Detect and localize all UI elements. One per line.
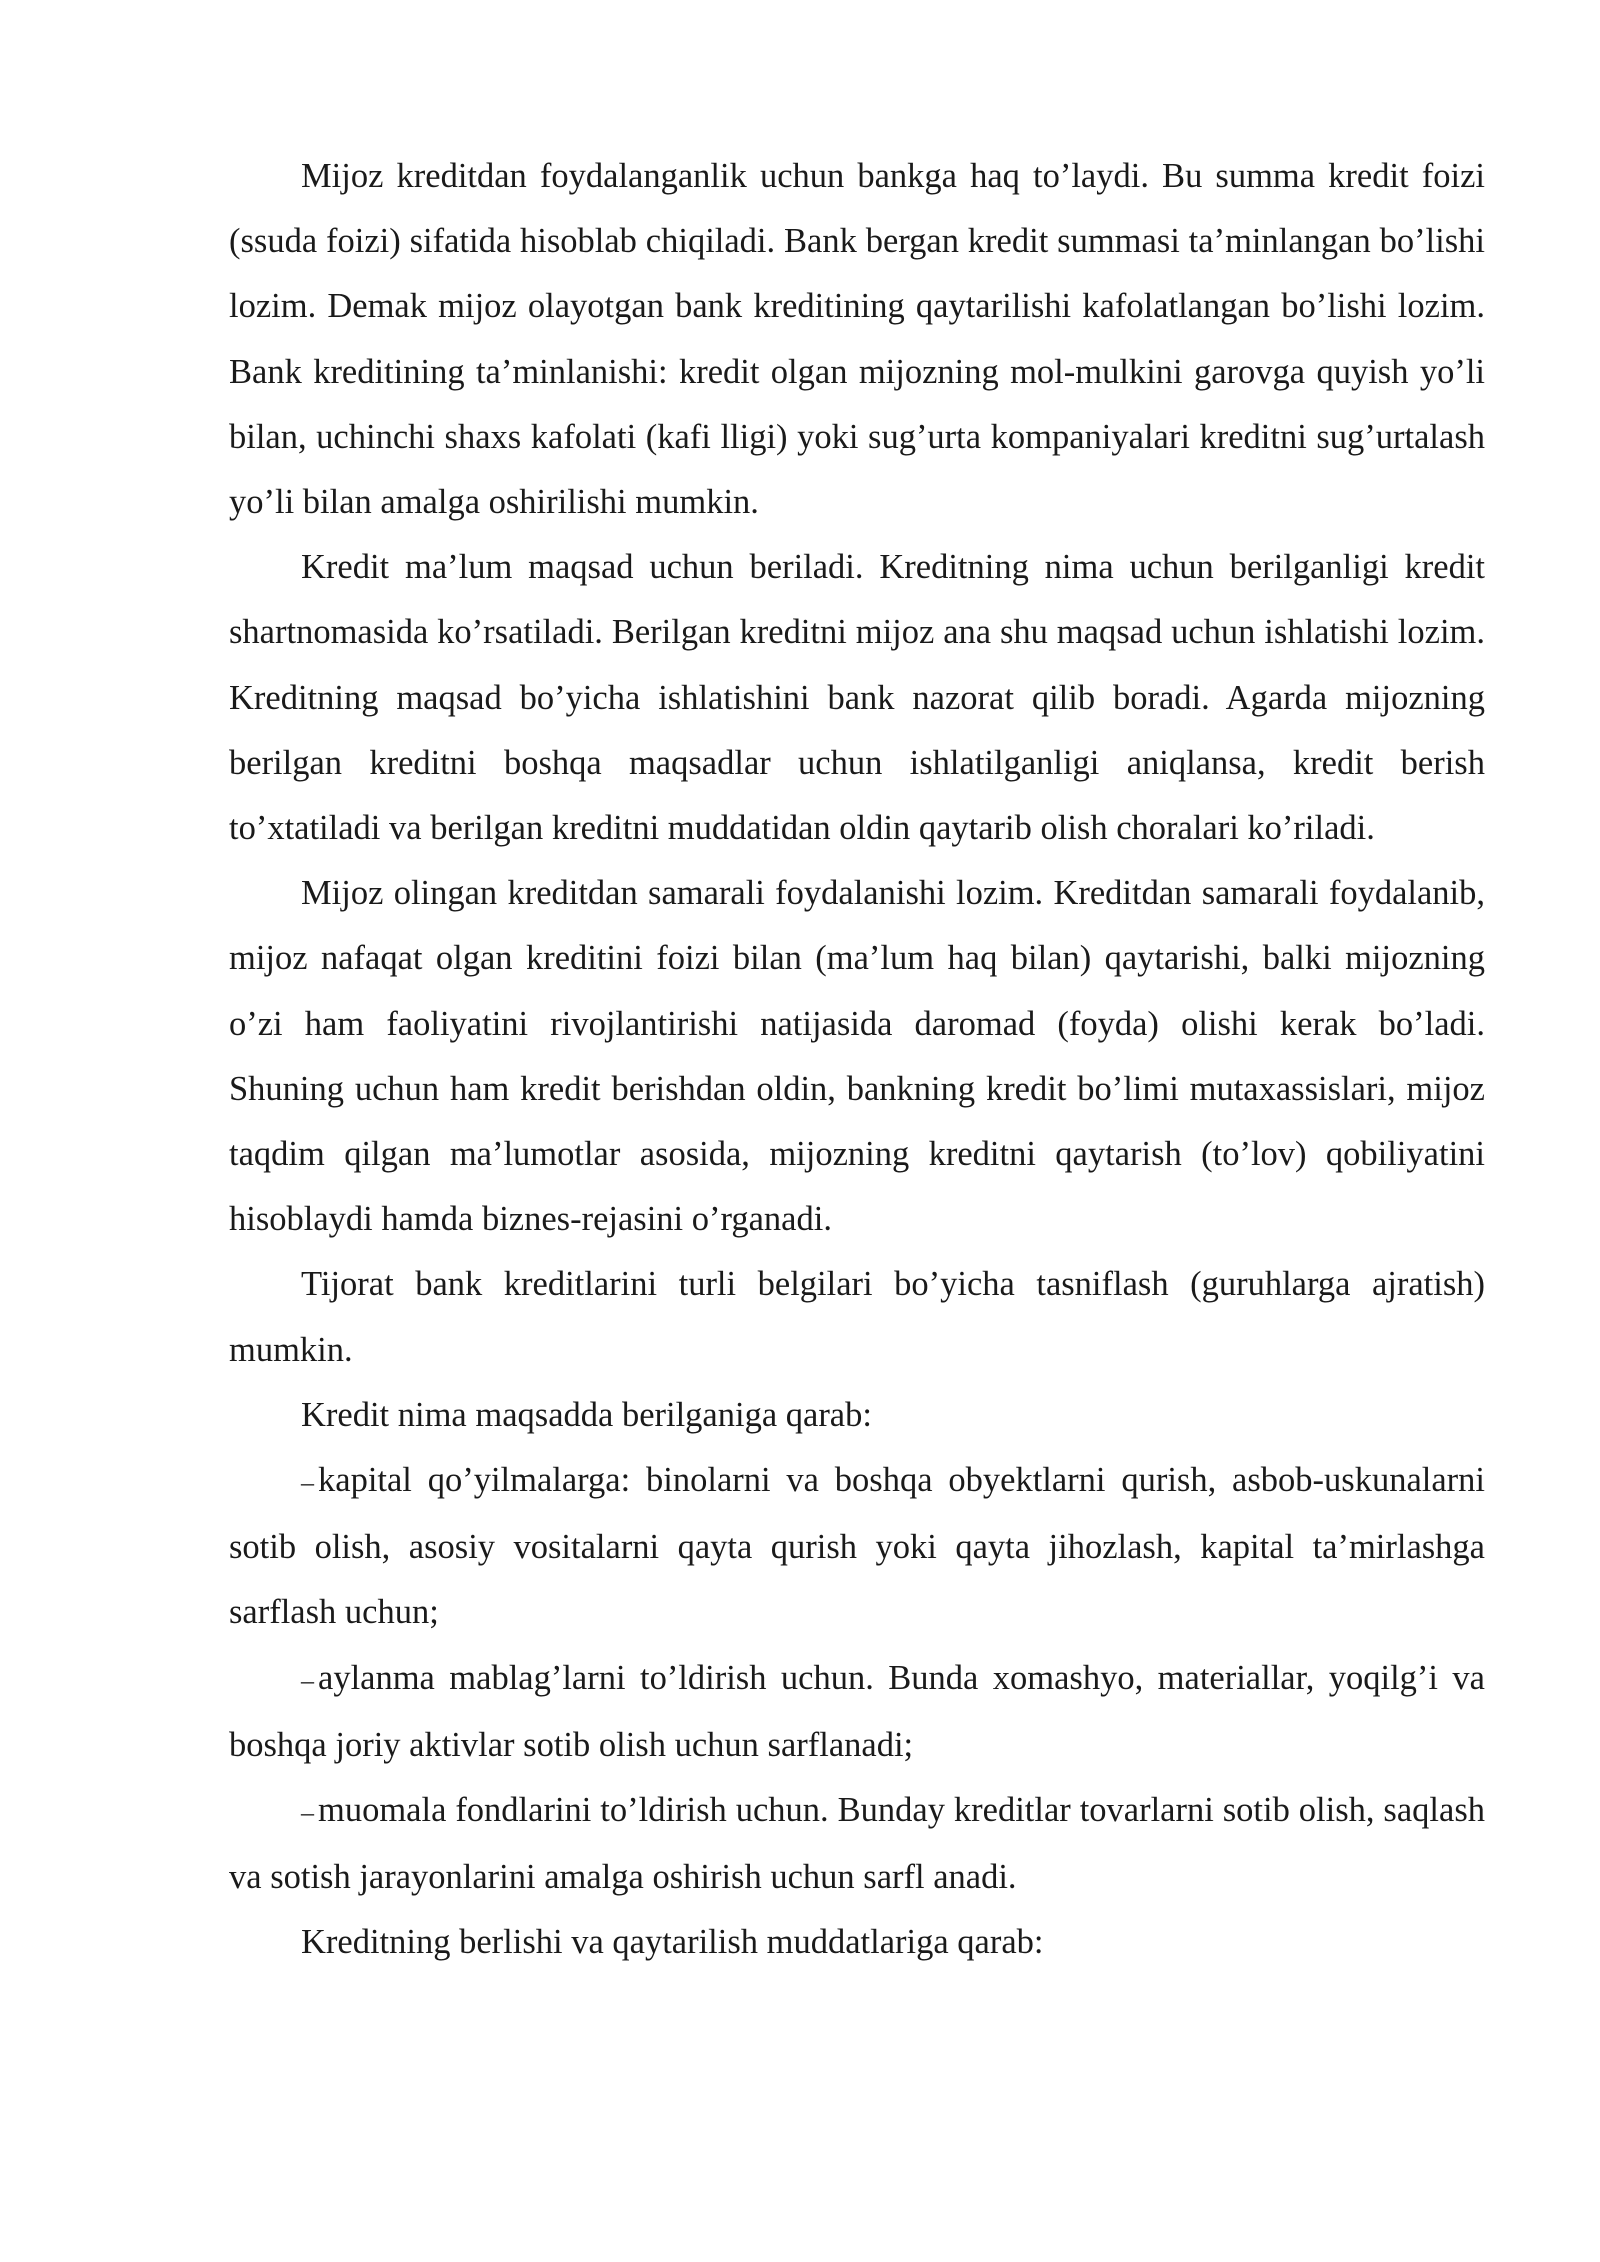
paragraph-purpose (229, 535, 1485, 861)
dash-marker: – (301, 1798, 314, 1828)
paragraph-efficiency (229, 861, 1485, 1252)
paragraph-text: Mijoz kreditdan foydalanganlik uchun bankga haq to’laydi. Bu summa kredit foizi (ssuda foizi) sifatida hisoblab chiqiladi. Bank bergan kredit summasi ta’minlangan bo’lishi lozim. Demak mijoz olayotgan bank kreditining qaytarilishi kafolatlangan bo’lishi lozim. Bank kreditining ta’minlanishi: kredit olgan mijozning mol-mulkini garovga quyish yo’li bilan, uchinchi shaxs kafolati (kafi lligi) yoki sug’urta kompaniyalari kreditni sug’urtalash yo’li bilan amalga oshirilishi mumkin. (229, 157, 1485, 522)
list-item (229, 1778, 1485, 1910)
paragraph-text: Kredit nima maqsadda berilganiga qarab: (301, 1395, 872, 1434)
document-body (229, 144, 1485, 1976)
list-item (229, 1448, 1485, 1646)
list-item-text: kapital qo’yilmalarga: binolarni va boshqa obyektlarni qurish, asbob-uskunalarni sotib olish, asosiy vositalarni qayta qurish yoki qayta jihozlash, kapital ta’mirlashga sarflash uchun; (229, 1461, 1485, 1632)
list-item-text: aylanma mablag’larni to’ldirish uchun. Bunda xomashyo, materiallar, yoqilg’i va boshqa joriy aktivlar sotib olish uchun sarflanadi; (229, 1658, 1485, 1764)
paragraph-text: Kreditning berlishi va qaytarilish muddatlariga qarab: (301, 1923, 1044, 1962)
paragraph-text: Kredit ma’lum maqsad uchun beriladi. Kreditning nima uchun berilganligi kredit shartnomasida ko’rsatiladi. Berilgan kreditni mijoz ana shu maqsad uchun ishlatishi lozim. Kreditning maqsad bo’yicha ishlatishini bank nazorat qilib boradi. Agarda mijozning berilgan kreditni boshqa maqsadlar uchun ishlatilganligi aniqlansa, kredit berish to’xtatiladi va berilgan kreditni muddatidan oldin qaytarib olish choralari ko’riladi. (229, 548, 1485, 848)
dash-marker: – (301, 1665, 314, 1695)
paragraph-security (229, 144, 1485, 535)
paragraph-classification (229, 1252, 1485, 1382)
paragraph-by-term-heading (229, 1910, 1485, 1975)
paragraph-text: Tijorat bank kreditlarini turli belgilari bo’yicha tasniflash (guruhlarga ajratish) mumkin. (229, 1265, 1485, 1369)
dash-marker: – (301, 1468, 314, 1498)
paragraph-by-purpose-heading (229, 1383, 1485, 1448)
list-item-text: muomala fondlarini to’ldirish uchun. Bunday kreditlar tovarlarni sotib olish, saqlash va sotish jarayonlarini amalga oshirish uchun sarfl anadi. (229, 1791, 1485, 1897)
list-item (229, 1646, 1485, 1778)
paragraph-text: Mijoz olingan kreditdan samarali foydalanishi lozim. Kreditdan samarali foydalanib, mijoz nafaqat olgan kreditini foizi bilan (ma’lum haq bilan) qaytarishi, balki mijozning o’zi ham faoliyatini rivojlantirishi natijasida daromad (foyda) olishi kerak bo’ladi. Shuning uchun ham kredit berishdan oldin, bankning kredit bo’limi mutaxassislari, mijoz taqdim qilgan ma’lumotlar asosida, mijozning kreditni qaytarish (to’lov) qobiliyatini hisoblaydi hamda biznes-rejasini o’rganadi. (229, 874, 1485, 1239)
